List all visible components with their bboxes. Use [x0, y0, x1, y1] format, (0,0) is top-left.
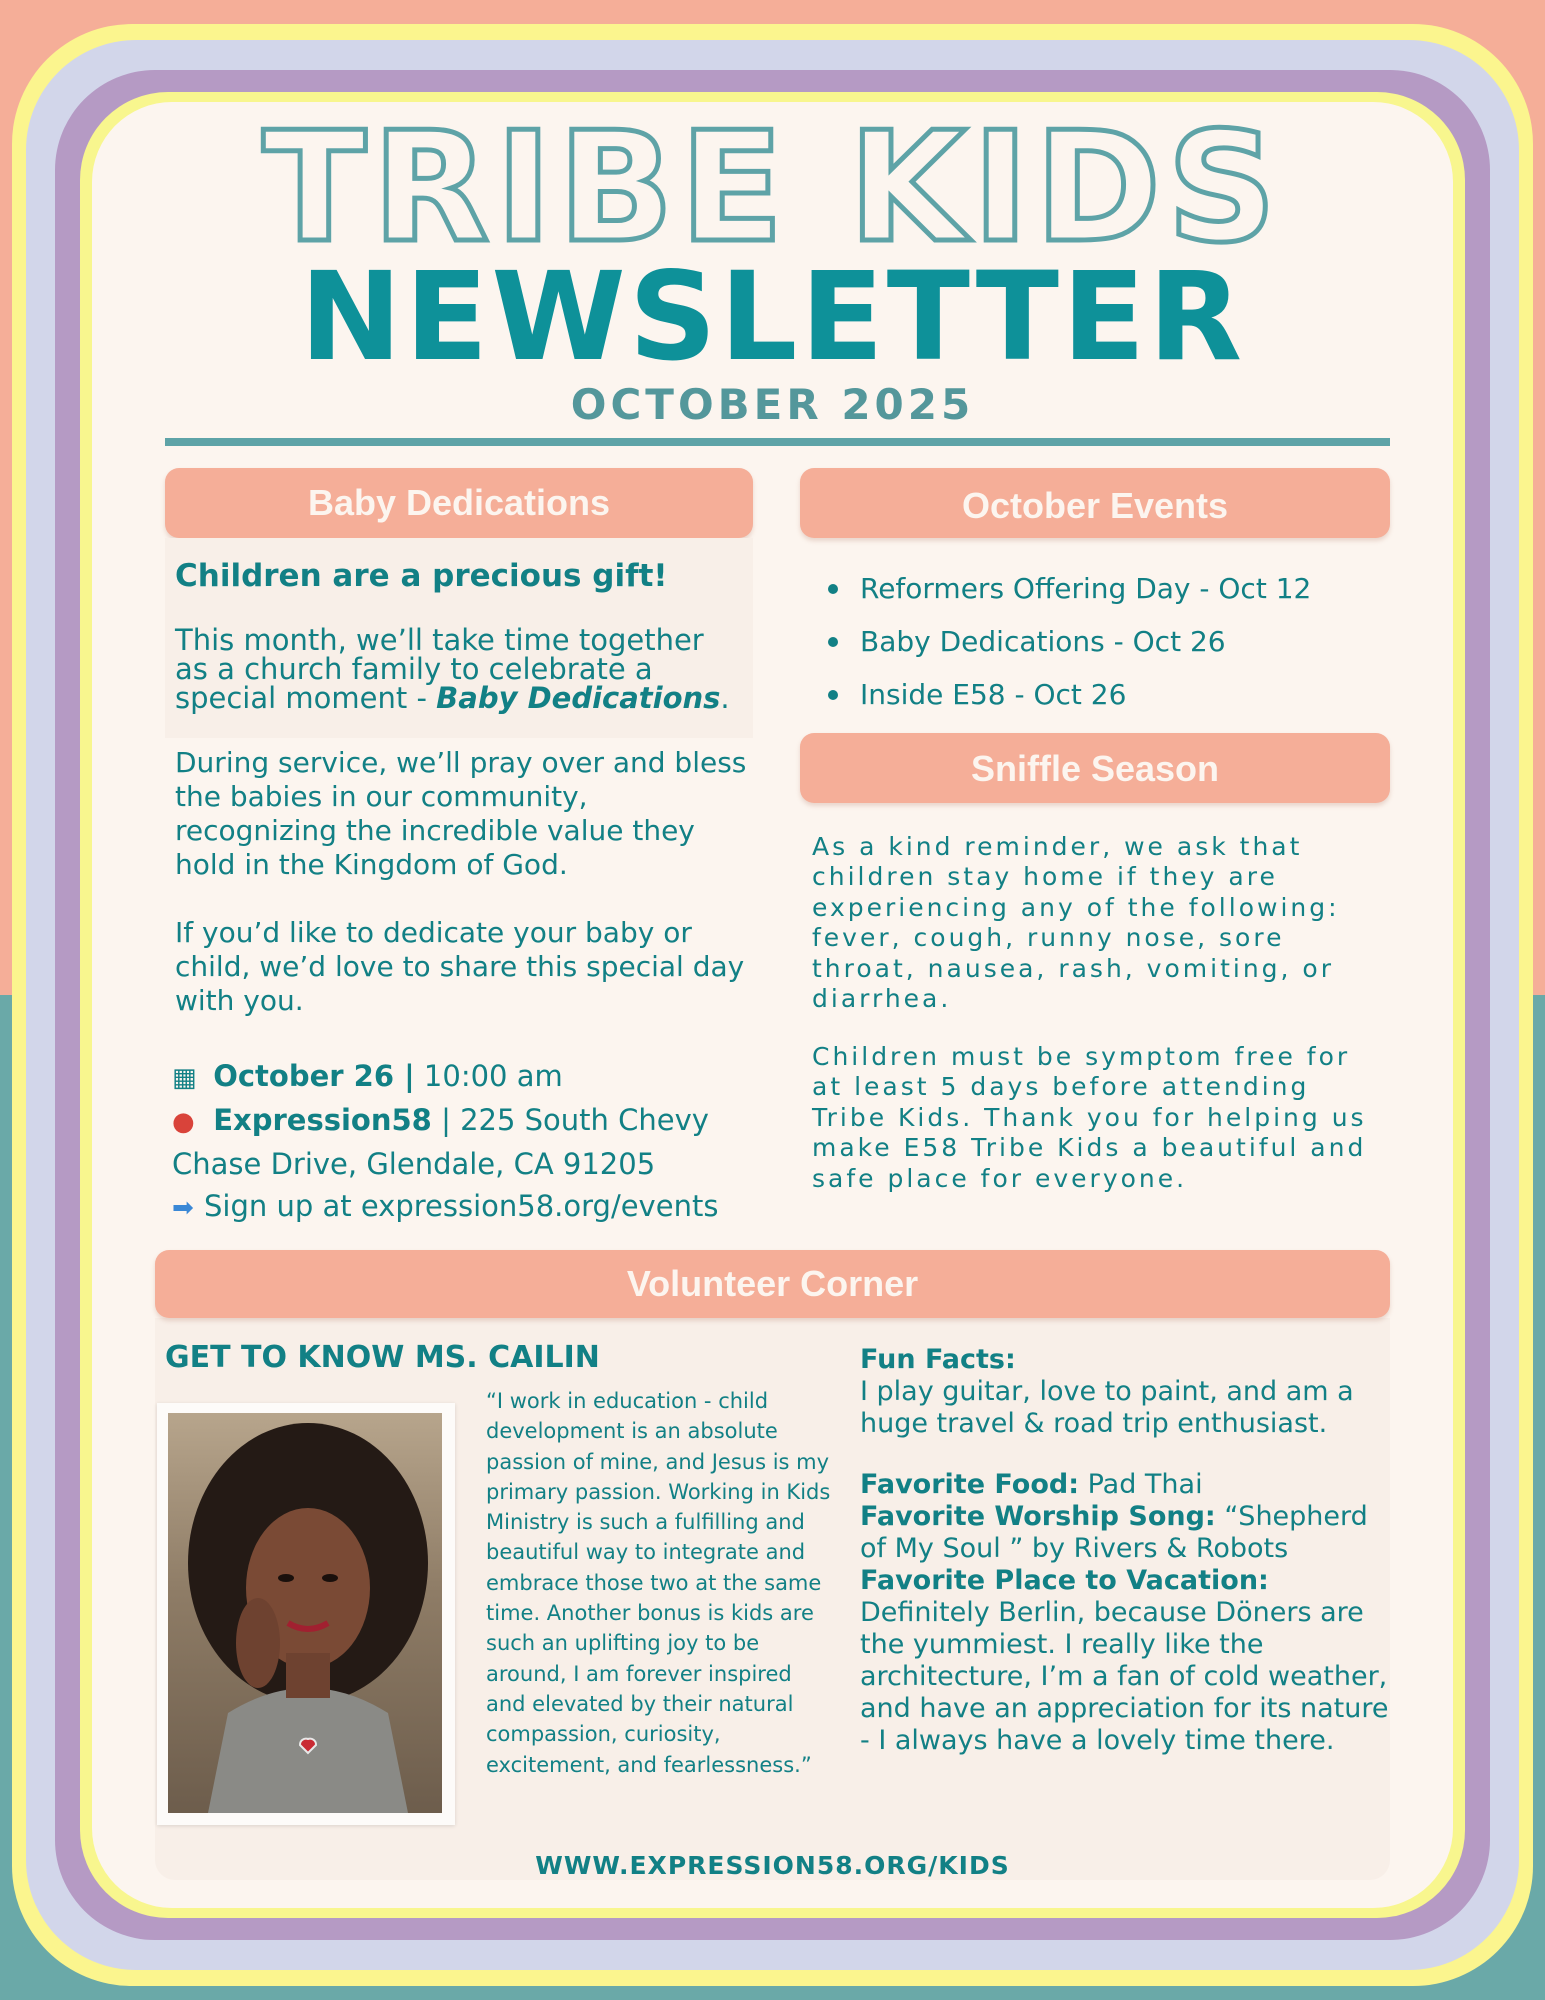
portrait-illustration — [168, 1413, 442, 1813]
intro-text: This month, we’ll take time together as a church family to celebrate a special moment - — [175, 623, 704, 715]
location-address: | 225 South Chevy Chase Drive, Glendale, CA 91205 — [172, 1103, 709, 1181]
favorite-vacation: Definitely Berlin, because Döners are the yummiest. I really like the architecture, I’m a fan of cold weather, and have an appreciation for its nature - I always have a lovely time there. — [860, 1597, 1389, 1756]
intro-end: . — [720, 681, 730, 715]
signup-link[interactable]: Sign up at expression58.org/events — [204, 1189, 719, 1223]
favorite-vacation-label: Favorite Place to Vacation: — [860, 1565, 1269, 1596]
volunteer-photo — [168, 1413, 442, 1813]
sniffle-season-heading: Sniffle Season — [800, 733, 1390, 803]
volunteer-quote: “I work in education - child development is an absolute passion of mine, and Jesus is my primary passion. Working in Kids Ministry is such a fulfilling and beautiful way to integrate and embrace those two at the same time. Another bonus is kids are such an uplifting joy to be around, I am forever inspired and elevated by their natural compassion, curiosity, excitement, and fearlessness.” — [486, 1389, 831, 1777]
arrow-right-icon: ➡ — [172, 1193, 194, 1223]
favorite-song-label: Favorite Worship Song: — [860, 1501, 1216, 1532]
event-location-line — [172, 1099, 772, 1185]
baby-dedications-subheading: Children are a precious gift! — [175, 558, 668, 594]
volunteer-corner-heading: Volunteer Corner — [155, 1250, 1390, 1318]
volunteer-title: GET TO KNOW MS. CAILIN — [165, 1340, 600, 1375]
calendar-icon: ▦ — [172, 1063, 197, 1093]
october-events-heading: October Events — [800, 468, 1390, 538]
list-item: Reformers Offering Day - Oct 12 — [828, 562, 1311, 615]
date-label: October 26 | — [213, 1059, 415, 1093]
issue-date: OCTOBER 2025 — [570, 380, 975, 429]
baby-dedications-heading: Baby Dedications — [165, 468, 753, 538]
header-divider — [165, 438, 1390, 446]
favorite-food-label: Favorite Food: — [860, 1469, 1079, 1500]
title-newsletter: NEWSLETTER — [299, 246, 1246, 388]
baby-dedications-intro — [175, 623, 745, 715]
event-date-line — [172, 1055, 772, 1099]
sniffle-season-paragraph-1: As a kind reminder, we ask that children stay home if they are experiencing any of the following: fever, cough, runny nose, sore throat, nausea, rash, vomiting, or diarrhea. — [812, 832, 1340, 1014]
fun-facts-text: I play guitar, love to paint, and am a huge travel & road trip enthusiast. — [860, 1376, 1354, 1439]
pin-icon: ● — [172, 1107, 195, 1137]
baby-dedications-paragraph-2: During service, we’ll pray over and bless the babies in our community, recognizing the incredible value they hold in the Kingdom of God. — [175, 746, 747, 881]
title-tribe-kids: TRIBE KIDS — [262, 99, 1283, 276]
location-name: Expression58 — [213, 1103, 432, 1137]
intro-emphasis: Baby Dedications — [436, 681, 721, 715]
sniffle-season-paragraph-2: Children must be symptom free for at least 5 days before attending Tribe Kids. Thank you for helping us make E58 Tribe Kids a beautiful and safe place for everyone. — [812, 1042, 1367, 1193]
list-item: Baby Dedications - Oct 26 — [828, 615, 1311, 668]
favorite-food: Pad Thai — [1079, 1469, 1203, 1500]
event-time: 10:00 am — [414, 1059, 563, 1093]
footer-url[interactable]: WWW.EXPRESSION58.ORG/KIDS — [535, 1851, 1010, 1880]
fun-facts-label: Fun Facts: — [860, 1344, 1016, 1375]
baby-dedications-paragraph-3: If you’d like to dedicate your baby or child, we’d love to share this special day with you. — [175, 916, 745, 1017]
baby-dedications-details — [172, 1055, 772, 1229]
signup-line[interactable] — [172, 1185, 772, 1229]
list-item: Inside E58 - Oct 26 — [828, 668, 1311, 721]
october-events-list — [828, 562, 1311, 721]
volunteer-fun-facts — [860, 1344, 1400, 1757]
favorite-song: “Shepherd of My Soul ” by Rivers & Robots — [860, 1501, 1368, 1564]
